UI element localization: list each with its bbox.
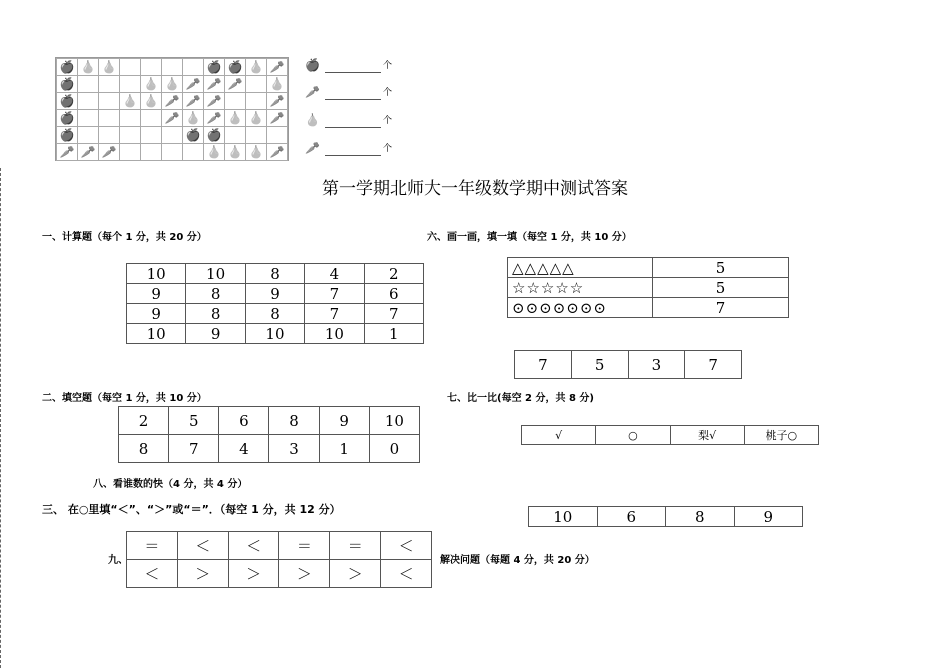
count-blank-item	[305, 113, 405, 133]
section-9-label: 解决问题（每题 4 分，共 20 分）	[440, 555, 595, 566]
table-row	[127, 560, 432, 588]
fruit-grid-cell: 🍐	[141, 76, 162, 93]
fruit-grid-cell: 🍐	[162, 76, 183, 93]
fruit-grid-cell: 🍎	[57, 76, 78, 93]
compare-sign-cell: ＜	[177, 532, 228, 560]
fruit-grid-cell	[78, 93, 99, 110]
count-answer-table	[528, 506, 803, 527]
table-row	[127, 264, 424, 284]
calc-cell: 8	[245, 304, 304, 324]
draw-answer-cell: 3	[628, 351, 685, 379]
calc-cell: 1	[364, 324, 423, 344]
fruit-grid-cell: 🥕	[225, 76, 246, 93]
calc-cell: 7	[364, 304, 423, 324]
fruit-grid-cell: 🥕	[204, 76, 225, 93]
calc-cell: 4	[305, 264, 364, 284]
fruit-grid-cell	[183, 144, 204, 161]
fruit-grid-cell	[120, 127, 141, 144]
section-9-prefix: 九、	[108, 555, 128, 566]
fruit-grid-cell	[99, 76, 120, 93]
table-row	[529, 507, 803, 527]
table-row	[119, 435, 420, 463]
fill-cell: 9	[319, 407, 369, 435]
fruit-grid-cell: 🍎	[57, 93, 78, 110]
fruit-grid-cell: 🍎	[57, 127, 78, 144]
fruit-icon: 🥕	[305, 85, 320, 99]
fruit-icon: 🍐	[305, 113, 320, 127]
fruit-grid-cell: 🍐	[246, 144, 267, 161]
fruit-grid-cell: 🥕	[267, 110, 288, 127]
fruit-grid-cell	[162, 144, 183, 161]
page-title: 第一学期北师大一年级数学期中测试答案	[322, 179, 628, 199]
compare-sign-cell: ＜	[381, 532, 432, 560]
table-row	[508, 298, 789, 318]
fruit-grid-cell: 🍐	[246, 110, 267, 127]
unit-label: 个	[383, 144, 393, 154]
count-cell: 9	[734, 507, 803, 527]
compare-sign-cell: ＝	[127, 532, 178, 560]
fruit-grid-cell	[99, 93, 120, 110]
fruit-grid-cell	[141, 127, 162, 144]
fruit-icon: 🍎	[305, 58, 320, 72]
fruit-grid-cell	[78, 76, 99, 93]
calc-cell: 6	[364, 284, 423, 304]
fill-cell: 6	[219, 407, 269, 435]
shape-count-cell: 5	[653, 258, 789, 278]
compare-sign-cell: ＝	[279, 532, 330, 560]
fill-cell: 5	[169, 407, 219, 435]
fruit-grid-cell	[120, 76, 141, 93]
fruit-grid-cell: 🍐	[183, 110, 204, 127]
answer-blank-line	[325, 127, 381, 128]
calc-cell: 10	[245, 324, 304, 344]
draw-fill-second-table	[514, 350, 742, 379]
fruit-grid-cell: 🍐	[225, 110, 246, 127]
fruit-grid-cell: 🥕	[204, 110, 225, 127]
fruit-grid-cell	[183, 59, 204, 76]
fruit-icon: 🥕	[305, 141, 320, 155]
fruit-grid-cell: 🍐	[267, 76, 288, 93]
count-cell: 8	[666, 507, 735, 527]
section-2-label: 二、填空题（每空 1 分，共 10 分）	[42, 393, 207, 404]
draw-answer-cell: 5	[571, 351, 628, 379]
fruit-grid-cell: 🥕	[183, 76, 204, 93]
section-8-label: 八、看谁数的快（4 分，共 4 分）	[93, 479, 248, 490]
fruit-grid-cell: 🍐	[141, 93, 162, 110]
compare-sign-cell: ＜	[127, 560, 178, 588]
compare-sign-cell: ＞	[279, 560, 330, 588]
fruit-grid-cell: 🍎	[57, 59, 78, 76]
fill-cell: 7	[169, 435, 219, 463]
compare-size-cell: 桃子○	[744, 426, 818, 445]
unit-label: 个	[383, 88, 393, 98]
calc-cell: 9	[127, 304, 186, 324]
table-row	[127, 284, 424, 304]
fruit-grid-cell	[78, 127, 99, 144]
fruit-grid-cell	[120, 110, 141, 127]
fruit-grid-cell: 🍐	[120, 93, 141, 110]
fill-answer-table	[118, 406, 420, 463]
fruit-grid-cell: 🥕	[99, 144, 120, 161]
fruit-grid-cell: 🥕	[162, 110, 183, 127]
shapes-cell: ☆☆☆☆☆	[508, 278, 653, 298]
draw-fill-table	[507, 257, 789, 318]
fruit-grid-cell: 🥕	[183, 93, 204, 110]
unit-label: 个	[383, 116, 393, 126]
fruit-grid-cell: 🍎	[225, 59, 246, 76]
calc-cell: 10	[127, 264, 186, 284]
fruit-grid-cell	[162, 59, 183, 76]
fruit-grid-cell	[120, 59, 141, 76]
calc-cell: 8	[186, 284, 245, 304]
calc-cell: 8	[245, 264, 304, 284]
draw-answer-cell: 7	[685, 351, 742, 379]
fruit-grid-cell: 🍐	[99, 59, 120, 76]
fruit-grid-cell	[78, 110, 99, 127]
section-6-label: 六、画一画，填一填（每空 1 分，共 10 分）	[427, 232, 632, 243]
fruit-grid-cell: 🥕	[267, 93, 288, 110]
fruit-grid-cell: 🥕	[204, 93, 225, 110]
fruit-grid-cell: 🍎	[204, 127, 225, 144]
table-row	[127, 532, 432, 560]
fruit-grid-cell	[246, 127, 267, 144]
fill-cell: 2	[119, 407, 169, 435]
compare-size-cell: 梨√	[670, 426, 744, 445]
shapes-cell: △△△△△	[508, 258, 653, 278]
answer-blank-line	[325, 99, 381, 100]
fruit-grid-cell: 🍎	[57, 110, 78, 127]
compare-size-cell: ○	[596, 426, 670, 445]
calc-cell: 7	[305, 304, 364, 324]
fill-cell: 3	[269, 435, 319, 463]
shape-count-cell: 5	[653, 278, 789, 298]
compare-sign-table	[126, 531, 432, 588]
fruit-grid-cell: 🍐	[246, 59, 267, 76]
fruit-grid-cell	[99, 110, 120, 127]
section-3-label: 三、 在○里填“＜”、“＞”或“＝”．（每空 1 分，共 12 分）	[42, 503, 341, 516]
fruit-grid-cell: 🥕	[267, 144, 288, 161]
fruit-grid-cell: 🍐	[225, 144, 246, 161]
fill-cell: 10	[369, 407, 419, 435]
fill-cell: 0	[369, 435, 419, 463]
calc-cell: 10	[305, 324, 364, 344]
fruit-grid-cell: 🥕	[267, 59, 288, 76]
unit-label: 个	[383, 61, 393, 71]
calc-cell: 10	[127, 324, 186, 344]
fruit-grid-cell: 🍐	[78, 59, 99, 76]
fruit-grid-cell	[99, 127, 120, 144]
fruit-grid-cell	[246, 93, 267, 110]
compare-sign-cell: ＜	[381, 560, 432, 588]
compare-sign-cell: ＞	[330, 560, 381, 588]
answer-blank-line	[325, 155, 381, 156]
count-blank-item	[305, 85, 405, 105]
table-row	[508, 258, 789, 278]
compare-sign-cell: ＜	[228, 532, 279, 560]
page-margin-line	[0, 168, 1, 668]
fill-cell: 8	[119, 435, 169, 463]
compare-sign-cell: ＝	[330, 532, 381, 560]
fruit-grid-cell	[141, 59, 162, 76]
fruit-grid-cell	[120, 144, 141, 161]
fruit-grid-cell	[141, 144, 162, 161]
shape-count-cell: 7	[653, 298, 789, 318]
section-7-label: 七、比一比(每空 2 分，共 8 分)	[447, 393, 594, 404]
compare-sign-cell: ＞	[228, 560, 279, 588]
section-1-label: 一、计算题（每个 1 分，共 20 分）	[42, 232, 207, 243]
table-row	[127, 304, 424, 324]
table-row	[119, 407, 420, 435]
fruit-grid-cell	[162, 127, 183, 144]
fruit-grid-cell: 🥕	[78, 144, 99, 161]
calc-cell: 2	[364, 264, 423, 284]
fruit-grid-picture	[55, 57, 289, 161]
fruit-grid-cell	[246, 76, 267, 93]
calc-cell: 9	[245, 284, 304, 304]
compare-sign-cell: ＞	[177, 560, 228, 588]
fruit-grid-cell: 🥕	[162, 93, 183, 110]
shapes-cell: ⊙⊙⊙⊙⊙⊙⊙	[508, 298, 653, 318]
table-row	[515, 351, 742, 379]
fruit-grid-cell	[225, 93, 246, 110]
calc-cell: 8	[186, 304, 245, 324]
count-blank-item	[305, 141, 405, 161]
draw-answer-cell: 7	[515, 351, 572, 379]
fill-cell: 1	[319, 435, 369, 463]
fruit-grid-cell	[225, 127, 246, 144]
compare-size-table	[521, 425, 819, 445]
fruit-grid-cell: 🥕	[57, 144, 78, 161]
calc-answer-table	[126, 263, 424, 344]
fill-cell: 8	[269, 407, 319, 435]
calc-cell: 10	[186, 264, 245, 284]
fruit-grid-cell: 🍐	[204, 144, 225, 161]
fill-cell: 4	[219, 435, 269, 463]
table-row	[508, 278, 789, 298]
count-blank-item	[305, 58, 405, 78]
calc-cell: 9	[127, 284, 186, 304]
compare-size-cell: √	[522, 426, 596, 445]
table-row	[127, 324, 424, 344]
fruit-grid-cell	[141, 110, 162, 127]
count-cell: 6	[597, 507, 666, 527]
fruit-grid-cell	[267, 127, 288, 144]
count-cell: 10	[529, 507, 598, 527]
calc-cell: 9	[186, 324, 245, 344]
fruit-grid-cell: 🍎	[204, 59, 225, 76]
answer-blank-line	[325, 72, 381, 73]
table-row	[522, 426, 819, 445]
fruit-grid-cell: 🍎	[183, 127, 204, 144]
calc-cell: 7	[305, 284, 364, 304]
